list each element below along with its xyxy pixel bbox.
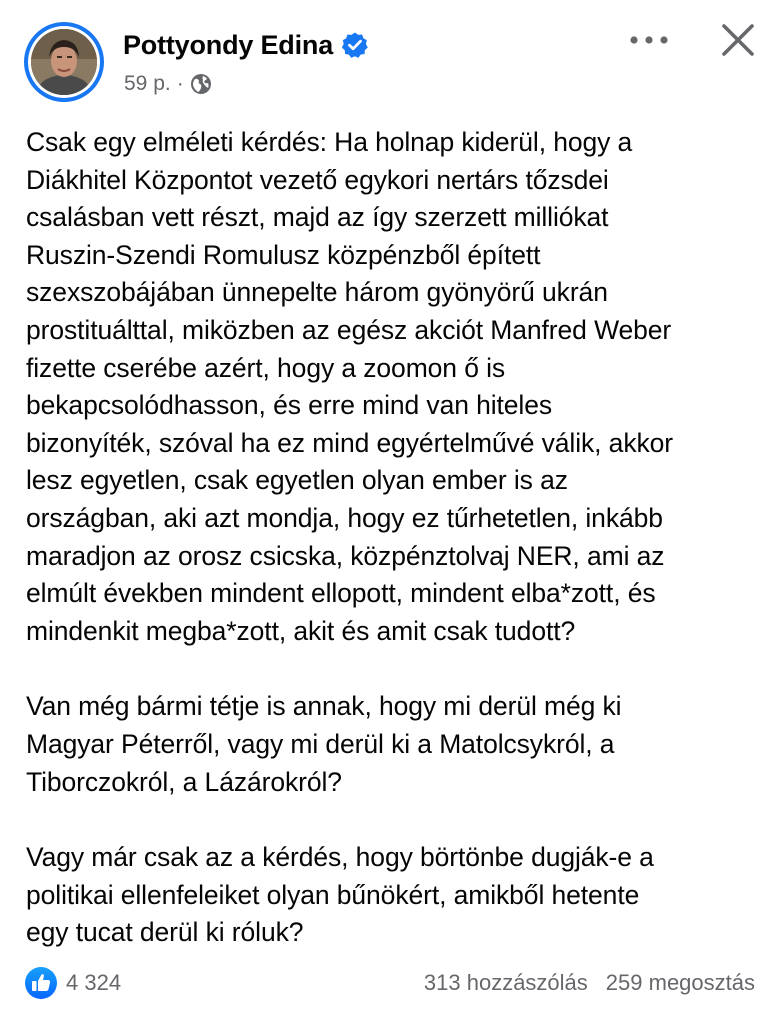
more-options-button[interactable] (624, 22, 674, 58)
avatar[interactable] (24, 22, 104, 102)
post-meta (124, 70, 212, 98)
post-footer (0, 960, 779, 1004)
more-options-icon (624, 22, 674, 58)
reactions-summary[interactable] (24, 966, 121, 1000)
post-header (0, 0, 779, 110)
shares-count[interactable]: 259 megosztás (605, 970, 755, 995)
reaction-count: 4 324 (66, 970, 122, 995)
close-button[interactable] (716, 18, 760, 62)
engagement-stats (424, 970, 755, 996)
meta-separator: · (176, 72, 184, 95)
globe-icon (190, 73, 212, 95)
comments-count[interactable]: 313 hozzászólás (423, 970, 588, 995)
timestamp[interactable]: 59 p. (124, 72, 171, 95)
post-paragraph: Vagy már csak az a kérdés, hogy börtönbe dugják-e a politikai ellenfeleiket olyan bűnökért, amikből hetente egy tucat derül ki róluk? (26, 842, 654, 948)
author-name[interactable]: Pottyondy Edina (123, 29, 334, 60)
post-text (26, 124, 761, 952)
verified-badge-icon (341, 31, 369, 59)
like-thumb-icon (24, 966, 58, 1000)
post-paragraph: Csak egy elméleti kérdés: Ha holnap kiderül, hogy a Diákhitel Központot vezető egykori nertárs tőzsdei csalásban vett részt, majd az így szerzett milliókat Ruszin-Szendi Romulusz közpénzből épített szexszobájában ünnepelte három gyönyörű ukrán prostituálttal, miközben az egész akciót Manfred Weber fizette cserébe azért, hogy a zoomon ő is bekapcsolódhasson, és erre mind van hiteles bizonyíték, szóval ha ez mind egyértelművé válik, akkor lesz egyetlen, csak egyetlen olyan ember is az országban, aki azt mondja, hogy ez tűrhetetlen, inkább maradjon az orosz csicska, közpénztolvaj NER, ami az elmúlt években mindent ellopott, mindent elba*zott, és mindenkit megba*zott, akit és amit csak tudott? (26, 127, 673, 646)
avatar-photo (31, 29, 97, 95)
post-paragraph: Van még bármi tétje is annak, hogy mi derül még ki Magyar Péterről, vagy mi derül ki a Matolcsykról, a Tiborczokról, a Lázárokról? (26, 691, 622, 797)
close-icon (716, 18, 760, 62)
